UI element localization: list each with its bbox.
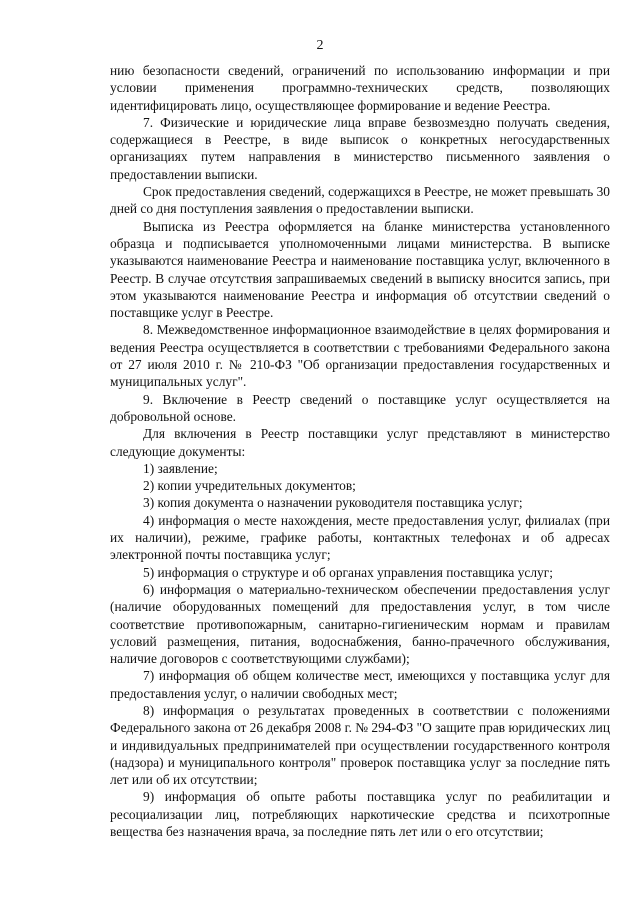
list-item: 3) копия документа о назначении руководителя поставщика услуг; (143, 495, 523, 511)
list-item: 8) информация о результатах проведенных в соответствии с положениями Федерального закона от 26 декабря 2008 г. № 294-ФЗ "О защите прав юридических лиц и индивидуальных предпринимателей при осуществлении государственного контроля (надзора) и муниципального контроля" проверок поставщика услуг за последние пять лет или об их отсутствии; (110, 702, 610, 788)
paragraph: Для включения в Реестр поставщики услуг представляют в министерство следующие документы: (110, 426, 610, 459)
document-body (110, 62, 610, 840)
paragraph: 9. Включение в Реестр сведений о поставщике услуг осуществляется на добровольной основе. (110, 391, 610, 424)
paragraph: нию безопасности сведений, ограничений по использованию информации и при условии применения программно-технических средств, позволяющих идентифицировать лицо, осуществляющее формирование и ведение Реестра. (110, 63, 610, 113)
list-item: 4) информация о месте нахождения, месте предоставления услуг, филиалах (при их наличии), режиме, графике работы, контактных телефонах и об адресах электронной почты поставщика услуг; (110, 512, 610, 563)
list-item: 5) информация о структуре и об органах управления поставщика услуг; (143, 564, 553, 580)
paragraph: Срок предоставления сведений, содержащихся в Реестре, не может превышать 30 дней со дня поступления заявления о предоставлении выписки. (110, 184, 610, 217)
list-item: 7) информация об общем количестве мест, имеющихся у поставщика услуг для предоставления услуг, о наличии свободных мест; (110, 668, 610, 701)
paragraph: 8. Межведомственное информационное взаимодействие в целях формирования и ведения Реестра осуществляется в соответствии с требованиями Федерального закона от 27 июля 2010 г. № 210-ФЗ "Об организации предоставления государственных и муниципальных услуг". (110, 322, 610, 390)
list-item: 2) копии учредительных документов; (143, 478, 356, 494)
list-item: 6) информация о материально-техническом обеспечении предоставления услуг (наличие оборудованных помещений для предоставления услуг, в том числе соответствие противопожарным, санитарно-гигиеническим нормам и правилам условий размещения, питания, водоснабжения, банно-прачечного обслуживания, наличие договоров с соответствующими службами); (110, 581, 610, 667)
page-number: 2 (316, 38, 324, 53)
paragraph: Выписка из Реестра оформляется на бланке министерства установленного образца и подписывается уполномоченными лицами министерства. В выписке указываются наименование Реестра и наименование поставщика услуг, включенного в Реестр. В случае отсутствия запрашиваемых сведений в выписку вносится запись, при этом указываются наименование Реестра и информация об отсутствии сведений о поставщике услуг в Реестре. (110, 218, 610, 321)
list-item: 9) информация об опыте работы поставщика услуг по реабилитации и ресоциализации лиц, потребляющих наркотические средства и психотропные вещества без назначения врача, за последние пять лет или о его отсутствии; (110, 789, 610, 840)
paragraph: 7. Физические и юридические лица вправе безвозмездно получать сведения, содержащиеся в Реестре, в виде выписок о конкретных негосударственных организациях путем направления в министерство письменного заявления о предоставлении выписки. (110, 114, 610, 182)
list-item: 1) заявление; (143, 460, 218, 476)
